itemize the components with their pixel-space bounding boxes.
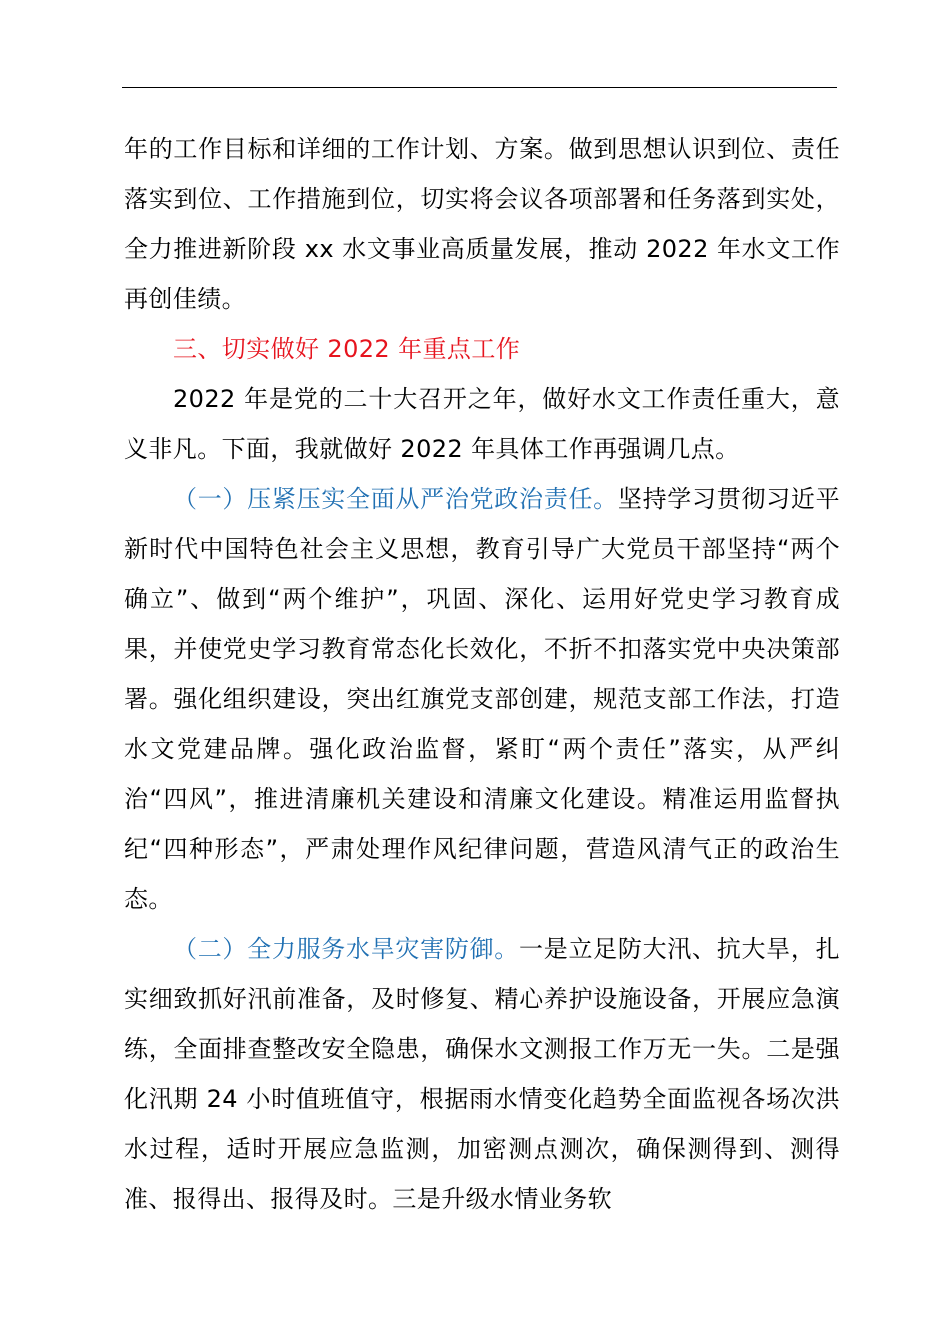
item-1-title: （一）压紧压实全面从严治党政治责任。 xyxy=(173,485,618,513)
item-2-title: （二）全力服务水旱灾害防御。 xyxy=(173,935,520,963)
item-1-body: 坚持学习贯彻习近平新时代中国特色社会主义思想，教育引导广大党员干部坚持“两个确立”、做到“两个维护”，巩固、深化、运用好党史学习教育成果，并使党史学习教育常态化长效化，不折不扣落实党中央决策部署。强化组织建设，突出红旗党支部创建，规范支部工作法，打造水文党建品牌。强化政治监督，紧盯“两个责任”落实，从严纠治“四风”，推进清廉机关建设和清廉文化建设。精准运用监督执纪“四种形态”，严肃处理作风纪律问题，营造风清气正的政治生态。 xyxy=(124,485,841,913)
item-2-body: 一是立足防大汛、抗大旱，扎实细致抓好汛前准备，及时修复、精心养护设施设备，开展应急演练，全面排查整改安全隐患，确保水文测报工作万无一失。二是强化汛期 24 小时值班值守，根据雨水情变化趋势全面监视各场次洪水过程，适时开展应急监测，加密测点测次，确保测得到、测得准、报得出、报得及时。三是升级水情业务软 xyxy=(124,935,840,1213)
item-2-paragraph xyxy=(124,924,840,1224)
paragraph-continuation: 年的工作目标和详细的工作计划、方案。做到思想认识到位、责任落实到位、工作措施到位，切实将会议各项部署和任务落到实处，全力推进新阶段 xx 水文事业高质量发展，推动 2022 年水文工作再创佳绩。 xyxy=(124,135,840,313)
section-heading: 三、切实做好 2022 年重点工作 xyxy=(173,335,521,363)
item-1-paragraph xyxy=(124,474,840,924)
header-rule xyxy=(122,87,837,88)
document-body xyxy=(124,124,840,1224)
paragraph-intro: 2022 年是党的二十大召开之年，做好水文工作责任重大，意义非凡。下面，我就做好 2022 年具体工作再强调几点。 xyxy=(124,385,840,463)
